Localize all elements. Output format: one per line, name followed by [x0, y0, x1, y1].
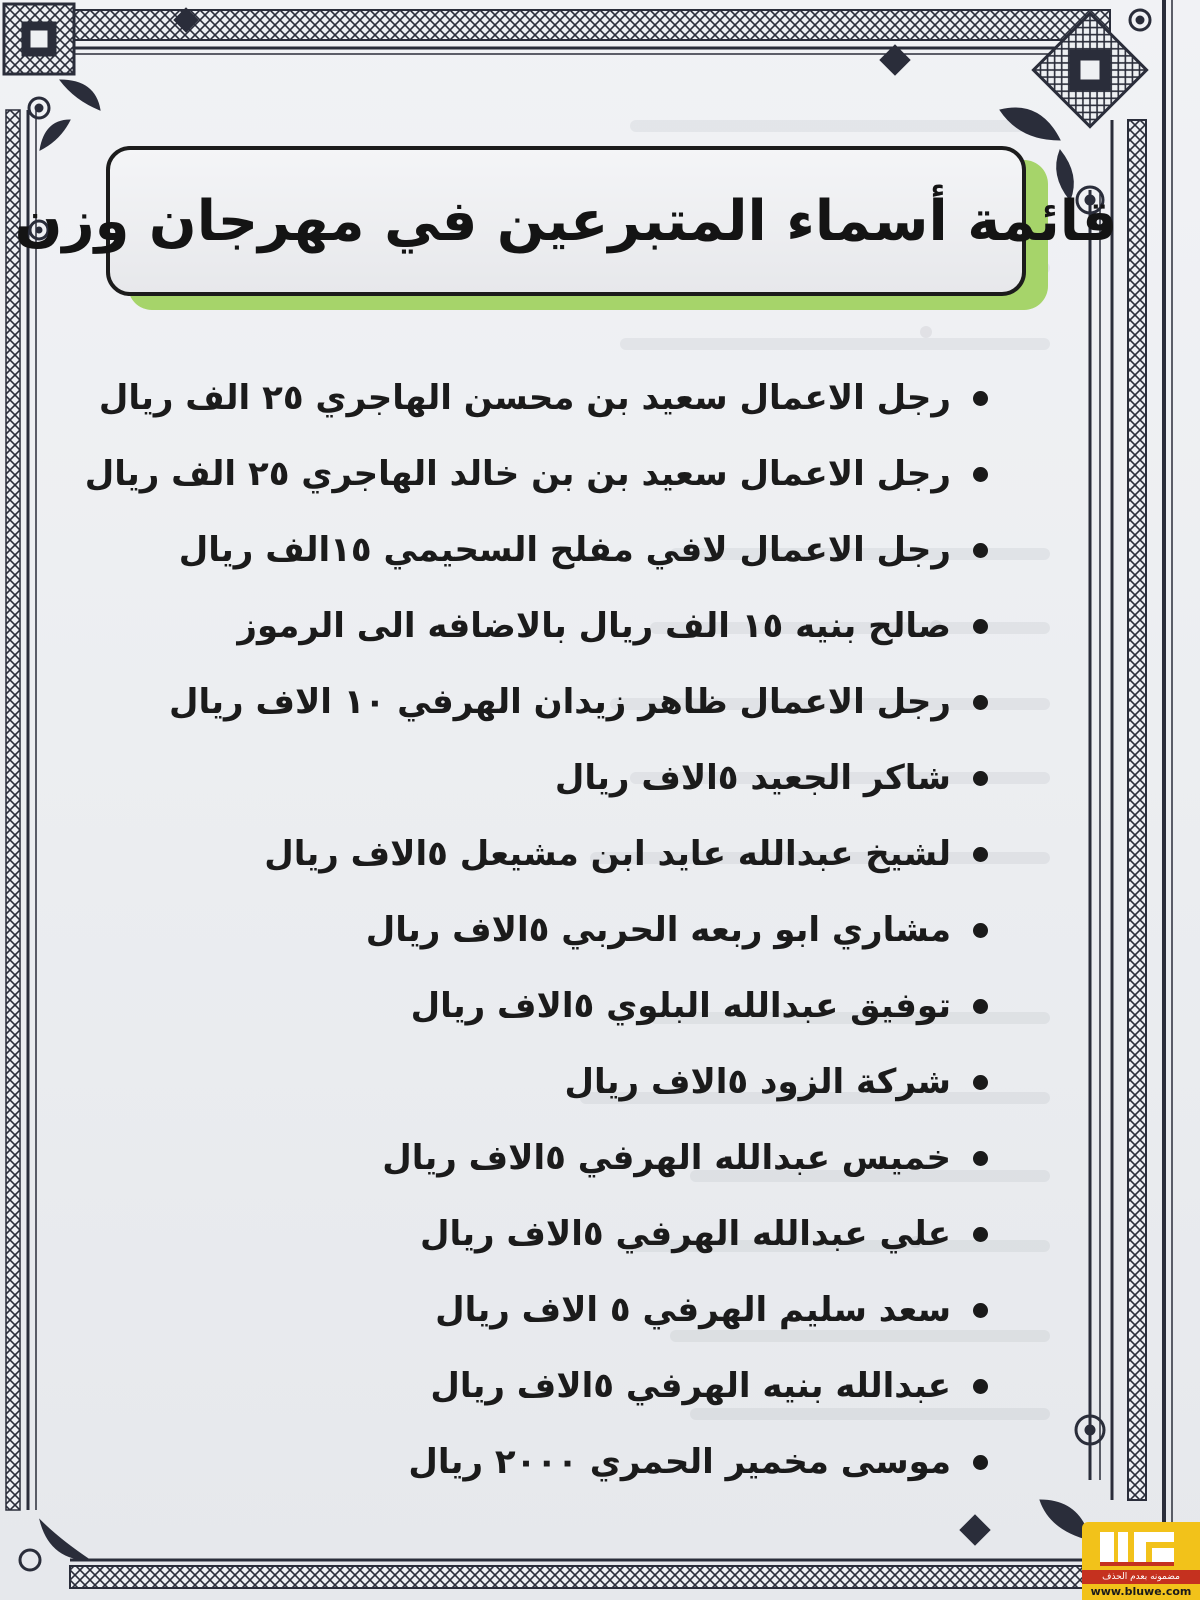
list-item [208, 1120, 988, 1196]
list-item [178, 512, 988, 588]
donor-entry: رجل الاعمال ظاهر زيدان الهرفي ١٠ الاف ريال [169, 682, 951, 722]
donor-entry: رجل الاعمال لافي مفلح السحيمي ١٥الف ريال [178, 530, 951, 570]
donor-entry: لشيخ عبدالله عايد ابن مشيعل ٥الاف ريال [264, 834, 951, 874]
donor-entry: صالح بنيه ١٥ الف ريال بالاضافه الى الرموز [237, 606, 951, 646]
bullet-icon [973, 1303, 988, 1318]
donor-entry: سعد سليم الهرفي ٥ الاف ريال [435, 1290, 951, 1330]
donor-entry: مشاري ابو ربعه الحربي ٥الاف ريال [365, 910, 951, 950]
donor-entry: خميس عبدالله الهرفي ٥الاف ريال [382, 1138, 951, 1178]
bullet-icon [973, 467, 988, 482]
donor-entry: توفيق عبدالله البلوي ٥الاف ريال [410, 986, 951, 1026]
bullet-icon [973, 771, 988, 786]
bullet-icon [973, 391, 988, 406]
list-item [84, 436, 988, 512]
donor-entry: رجل الاعمال سعيد بن بن خالد الهاجري ٢٥ الف ريال [84, 454, 951, 494]
bullet-icon [973, 999, 988, 1014]
list-item [208, 892, 988, 968]
bullet-icon [973, 619, 988, 634]
logo-mark-icon [1092, 1526, 1190, 1570]
bullet-icon [973, 1379, 988, 1394]
page-title: قائمة أسماء المتبرعين في مهرجان وزن [14, 188, 1118, 254]
list-item [208, 968, 988, 1044]
bullet-icon [973, 543, 988, 558]
list-item [208, 816, 988, 892]
bullet-icon [973, 695, 988, 710]
list-item [208, 1424, 988, 1500]
bullet-icon [973, 1075, 988, 1090]
donor-entry: موسى مخمير الحمري ٢٠٠٠ ريال [408, 1442, 951, 1482]
bullet-icon [973, 923, 988, 938]
bullet-icon [973, 1227, 988, 1242]
list-item [98, 360, 988, 436]
title-box [14, 146, 1118, 296]
list-item [208, 1348, 988, 1424]
bullet-icon [973, 847, 988, 862]
donor-entry: عبدالله بنيه الهرفي ٥الاف ريال [430, 1366, 951, 1406]
list-item [208, 1044, 988, 1120]
list-item [208, 588, 988, 664]
list-item [208, 740, 988, 816]
donor-entry: شركة الزود ٥الاف ريال [564, 1062, 951, 1102]
site-watermark-logo [1082, 1522, 1200, 1600]
list-item [169, 664, 988, 740]
list-item [208, 1272, 988, 1348]
donor-entry: علي عبدالله الهرفي ٥الاف ريال [419, 1214, 951, 1254]
donor-list [84, 360, 988, 1500]
watermark-url: www.bluwe.com [1090, 1585, 1192, 1598]
bullet-icon [973, 1151, 988, 1166]
list-item [208, 1196, 988, 1272]
watermark-tagline: مضمونه بعدم الحذف [1082, 1570, 1200, 1584]
bullet-icon [973, 1455, 988, 1470]
donor-entry: شاكر الجعيد ٥الاف ريال [554, 758, 951, 798]
donor-entry: رجل الاعمال سعيد بن محسن الهاجري ٢٥ الف ريال [98, 378, 951, 418]
corner-ornament [20, 1520, 90, 1570]
